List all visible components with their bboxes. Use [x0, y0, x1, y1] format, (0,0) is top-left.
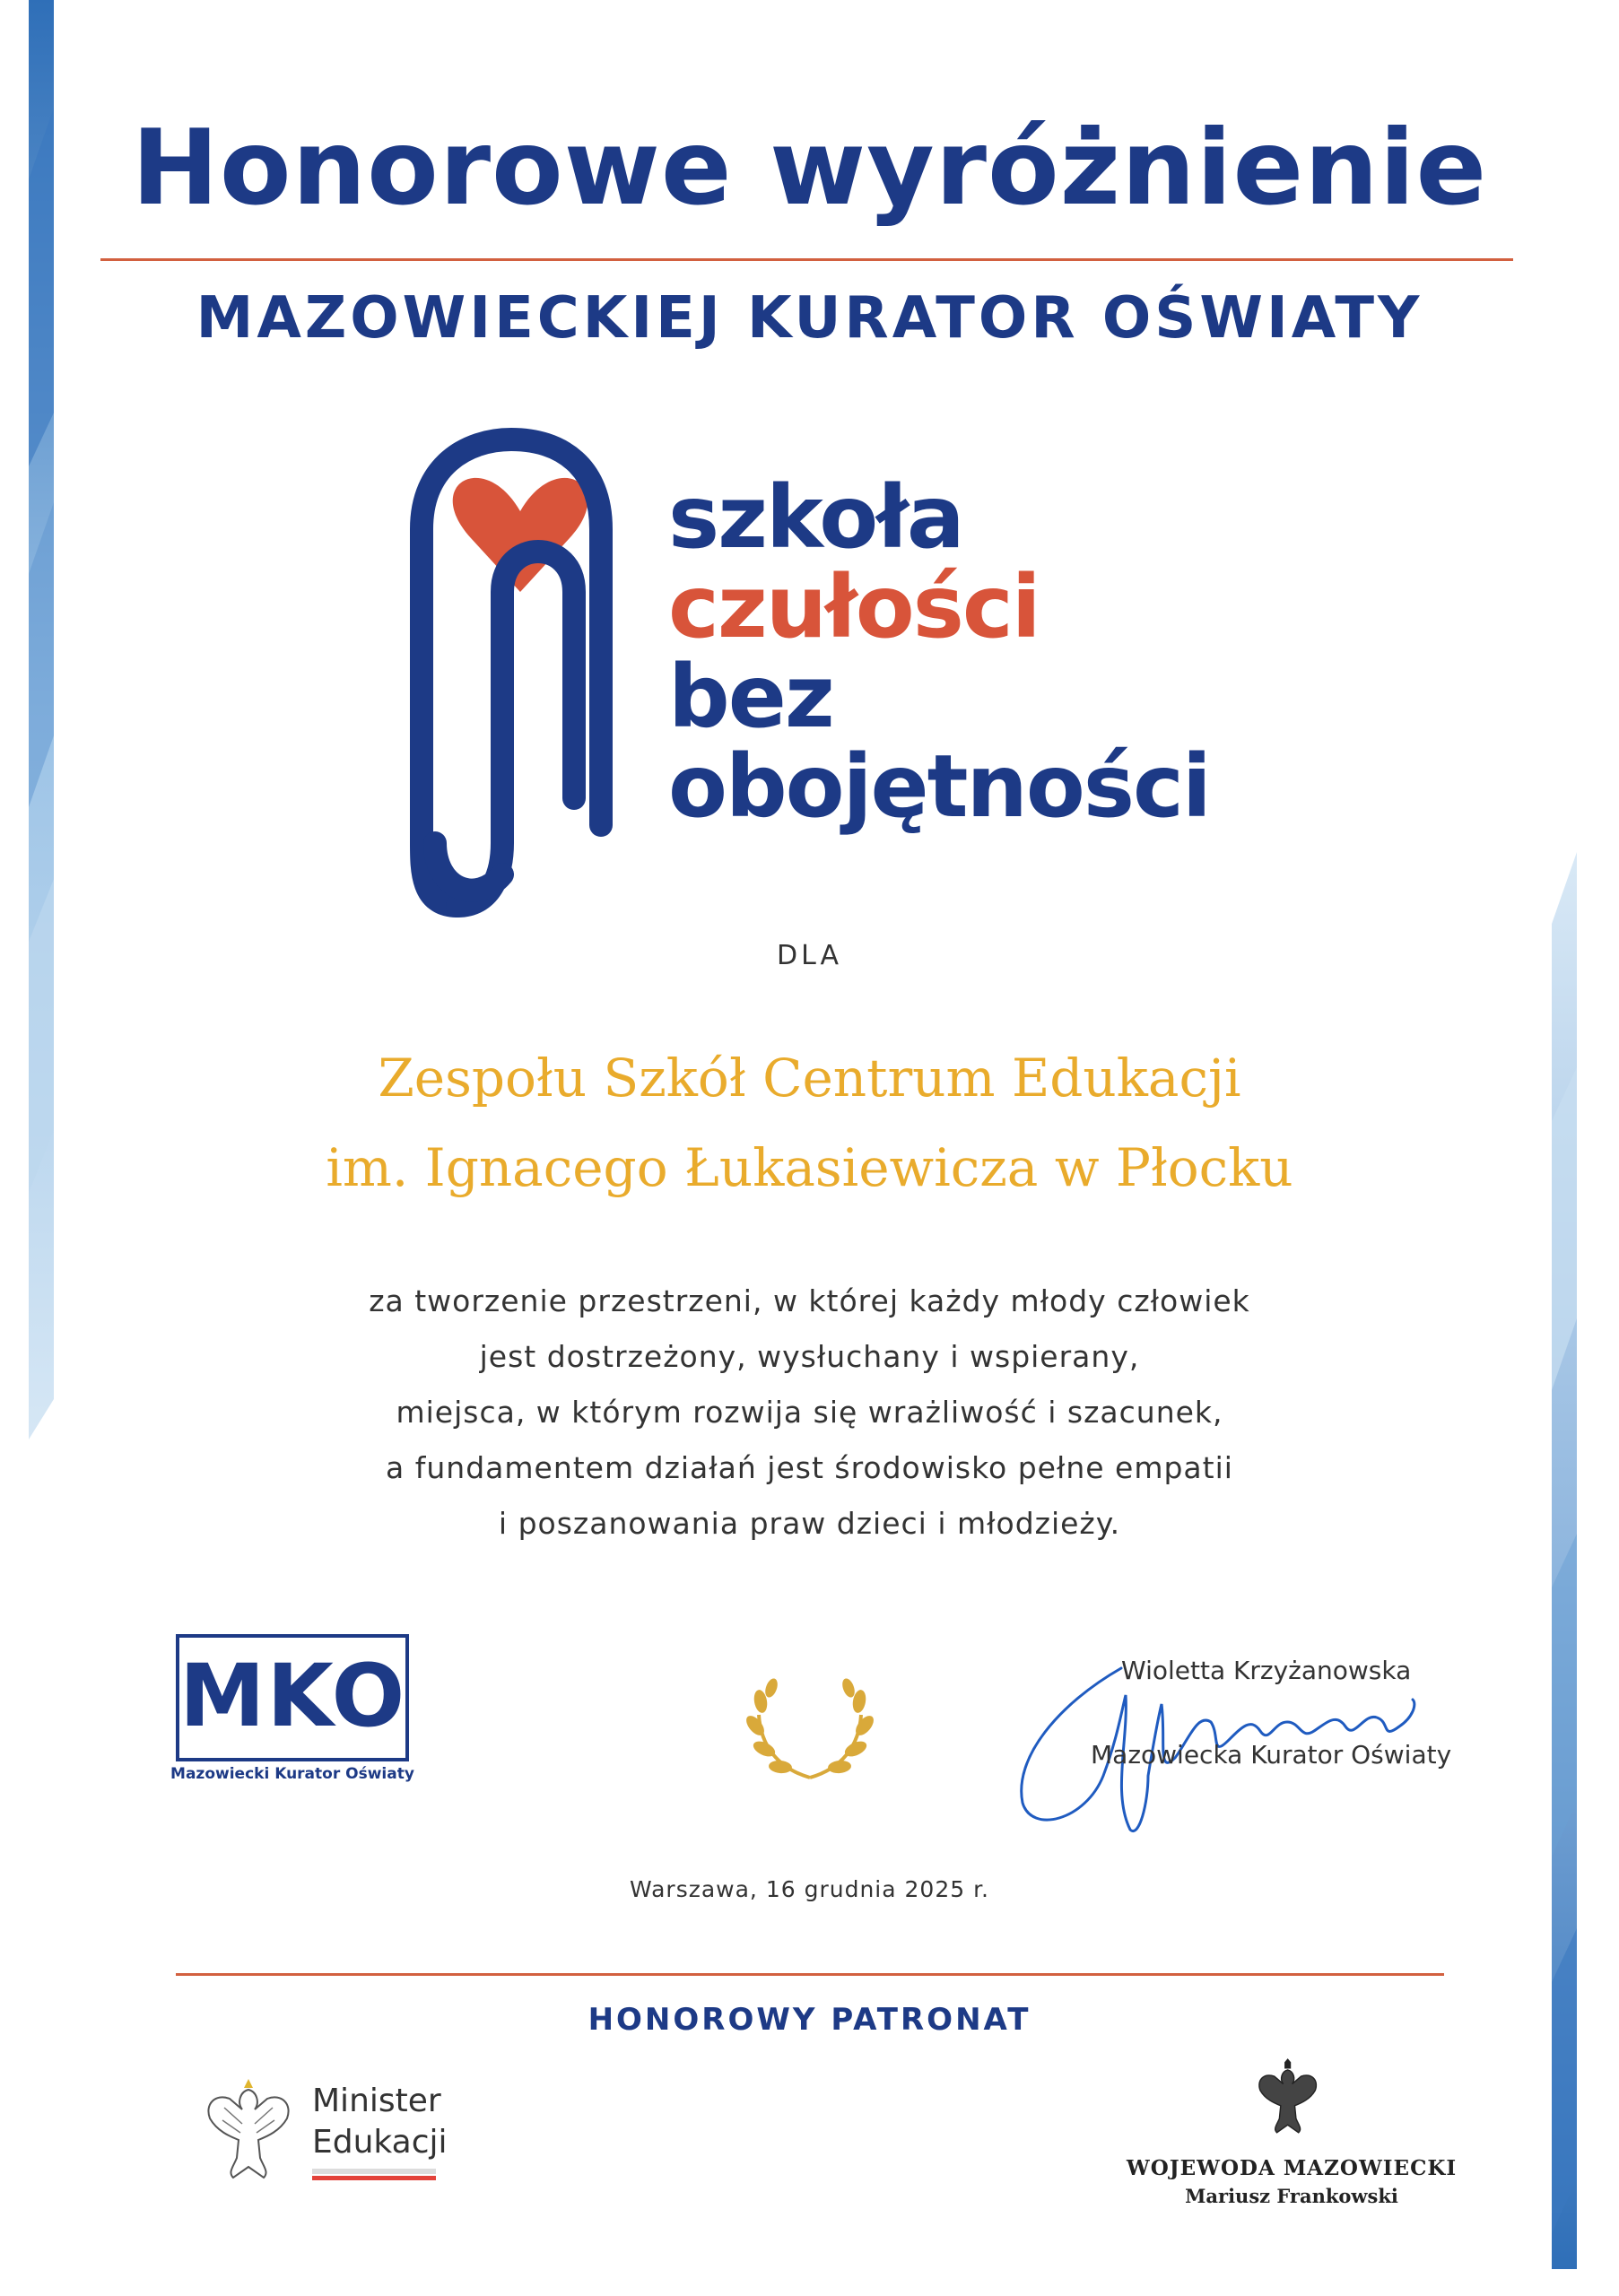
- citation-line: a fundamentem działań jest środowisko pełne empatii: [386, 1450, 1233, 1485]
- logo-word-2: czułości: [668, 557, 1040, 657]
- logo-word-3: bez: [668, 647, 833, 747]
- voivode-title: WOJEWODA MAZOWIECKI: [1126, 2156, 1458, 2180]
- logo-word-4: obojętności: [668, 736, 1210, 837]
- logo-word-1: szkoła: [668, 467, 963, 568]
- citation-line: jest dostrzeżony, wysłuchany i wspierany,: [479, 1339, 1140, 1374]
- eagle-emblem-icon: [1251, 2054, 1325, 2144]
- signatory-role: Mazowiecka Kurator Oświaty: [1091, 1740, 1452, 1770]
- mko-logo: [176, 1634, 409, 1761]
- mko-caption: Mazowiecki Kurator Oświaty: [170, 1765, 414, 1783]
- voivode-name: Mariusz Frankowski: [1185, 2185, 1398, 2207]
- recipient-line-1: Zespołu Szkół Centrum Edukacji: [378, 1048, 1241, 1109]
- minister-flag-stripe-white: [312, 2169, 436, 2174]
- patronage-heading: HONOROWY PATRONAT: [588, 2002, 1031, 2038]
- page-title: Honorowe wyróżnienie: [131, 108, 1488, 229]
- mko-letters: MKO: [179, 1646, 407, 1746]
- eagle-emblem-icon: [197, 2072, 300, 2188]
- page-subtitle: MAZOWIECKIEJ KURATOR OŚWIATY: [196, 285, 1423, 352]
- paperclip-heart-logo: [404, 422, 646, 924]
- laurel-wreath-icon: [743, 1661, 877, 1787]
- signatory-name: Wioletta Krzyżanowska: [1121, 1656, 1412, 1685]
- citation-line: za tworzenie przestrzeni, w której każdy młody człowiek: [369, 1283, 1250, 1318]
- citation-line: miejsca, w którym rozwija się wrażliwość i szacunek,: [396, 1395, 1223, 1430]
- minister-flag-stripe: [312, 2176, 436, 2180]
- citation-text: [0, 1274, 1619, 1552]
- minister-line-1: Minister: [312, 2083, 441, 2119]
- citation-line: i poszanowania praw dzieci i młodzieży.: [498, 1506, 1121, 1541]
- minister-line-2: Edukacji: [312, 2124, 448, 2161]
- recipient-line-2: im. Ignacego Łukasiewicza w Płocku: [326, 1137, 1293, 1198]
- title-divider: [100, 258, 1513, 261]
- footer-divider: [176, 1973, 1444, 1976]
- place-and-date: Warszawa, 16 grudnia 2025 r.: [629, 1876, 990, 1902]
- for-label: DLA: [776, 940, 843, 971]
